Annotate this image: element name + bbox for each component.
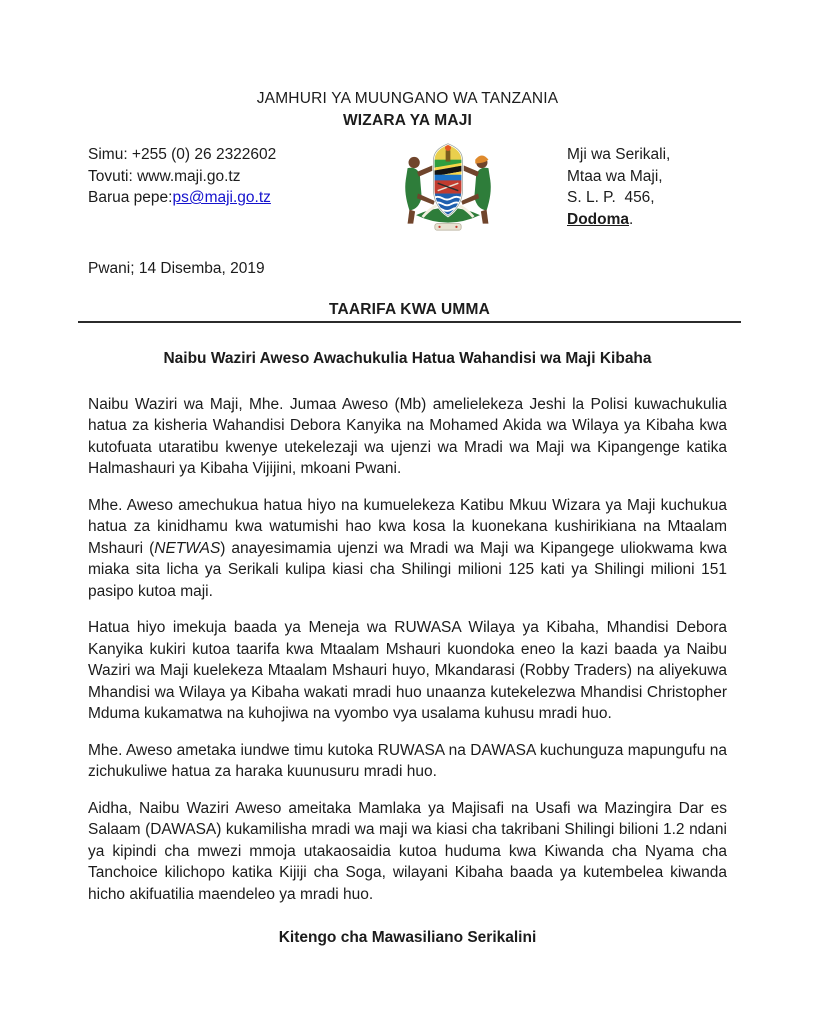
body-paragraph-1: Naibu Waziri wa Maji, Mhe. Jumaa Aweso (Mb) amelielekeza Jeshi la Polisi kuwachukulia hatua za kisheria Wahandisi Debora Kanyika na Mohamed Akida wa Wilaya ya Kibaha kwa kutofuata utaratibu kwenye utekelezaji wa ujenzi wa Mradi wa Maji wa Kipangenge katika Halmashauri ya Kibaha Vijijini, mkoani Pwani. xyxy=(88,395,727,477)
email-label: Barua pepe: xyxy=(88,189,173,206)
notice-title-block xyxy=(78,299,741,324)
footer-signature: Kitengo cha Mawasiliano Serikalini xyxy=(278,929,537,946)
address-line-3: S. L. P. 456, xyxy=(567,189,655,206)
body-paragraph-4: Mhe. Aweso ametaka iundwe timu kutoka RUWASA na DAWASA kuchunguza mapungufu na zichukuliwe hatua za haraka kuunusuru mradi huo. xyxy=(88,741,727,780)
netwas-italic-text: NETWAS xyxy=(154,539,221,557)
email-link[interactable]: ps@maji.go.tz xyxy=(172,189,271,206)
body-paragraph-3: Hatua hiyo imekuja baada ya Meneja wa RUWASA Wilaya ya Kibaha, Mhandisi Debora Kanyika kukiri kutoa taarifa kwa Mtaalam Mshauri kuondoka eneo la kazi baada ya Naibu Waziri wa Maji kuelekeza Mtaalam Mshauri huyo, Mkandarasi (Robby Traders) na aliyekuwa Mhandisi wa Wilaya ya Kibaha wakati mradi huo unaanza kutekelezwa Mhandisi Christopher Mduma kukamatwa na kuhojiwa na vyombo vya usalama kuhusu mradi huo. xyxy=(88,619,727,722)
tanzania-coat-of-arms-icon xyxy=(390,139,506,233)
notice-title: TAARIFA KWA UMMA xyxy=(328,300,491,318)
paragraph-2-text-start: Mhe. Aweso amechukua hatua hiyo na kumuelekeza Katibu Mkuu Wizara ya Maji kuchukua hatua za kinidhamu kwa watumishi hao kwa kosa la kuonekana kushirikiana na Mtaalam Mshauri ( xyxy=(88,496,727,557)
body-paragraph-2 xyxy=(88,495,727,603)
dateline: Pwani; 14 Disemba, 2019 xyxy=(88,260,265,277)
website-line: Tovuti: www.maji.go.tz xyxy=(88,167,241,185)
address-block xyxy=(567,144,727,230)
phone-line: Simu: +255 (0) 26 2322602 xyxy=(88,146,277,163)
subject-heading: Naibu Waziri Aweso Awachukulia Hatua Wahandisi wa Maji Kibaha xyxy=(163,350,652,367)
body-paragraph-5: Aidha, Naibu Waziri Aweso ameitaka Mamlaka ya Majisafi na Usafi wa Mazingira Dar es Salaam (DAWASA) kukamilisha mradi wa maji wa kiasi cha takribani Shilingi bilioni 1.2 ndani ya kipindi cha mwezi mmoja utakaosaidia kutoa huduma kwa Kiwanda cha Nyama cha Tanchoice kilichopo katika Kijiji cha Soga, wilayani Kibaha baada ya kutembelea kiwanda hicho akifuatilia maendeleo ya mradi huo. xyxy=(88,799,727,903)
contact-block xyxy=(88,144,328,209)
address-city-line xyxy=(567,209,727,231)
header-country-line: JAMHURI YA MUUNGANO WA TANZANIA xyxy=(256,90,559,107)
address-line-1: Mji wa Serikali, xyxy=(567,146,671,163)
address-line-2: Mtaa wa Maji, xyxy=(567,167,663,185)
address-city-period: . xyxy=(629,210,634,228)
letterhead-row xyxy=(88,144,727,233)
email-line xyxy=(88,187,328,209)
header-ministry-line: WIZARA YA MAJI xyxy=(342,111,473,129)
paragraph-2-text-end: ) anayesimamia ujenzi wa Mradi wa Maji wa Kipangege uliokwama kwa miaka sita licha ya Serikali kulipa kiasi cha Shilingi milioni 125 kati ya Shilingi milioni 151 pasipo kutoa maji. xyxy=(88,539,727,600)
address-city: Dodoma xyxy=(567,210,629,228)
